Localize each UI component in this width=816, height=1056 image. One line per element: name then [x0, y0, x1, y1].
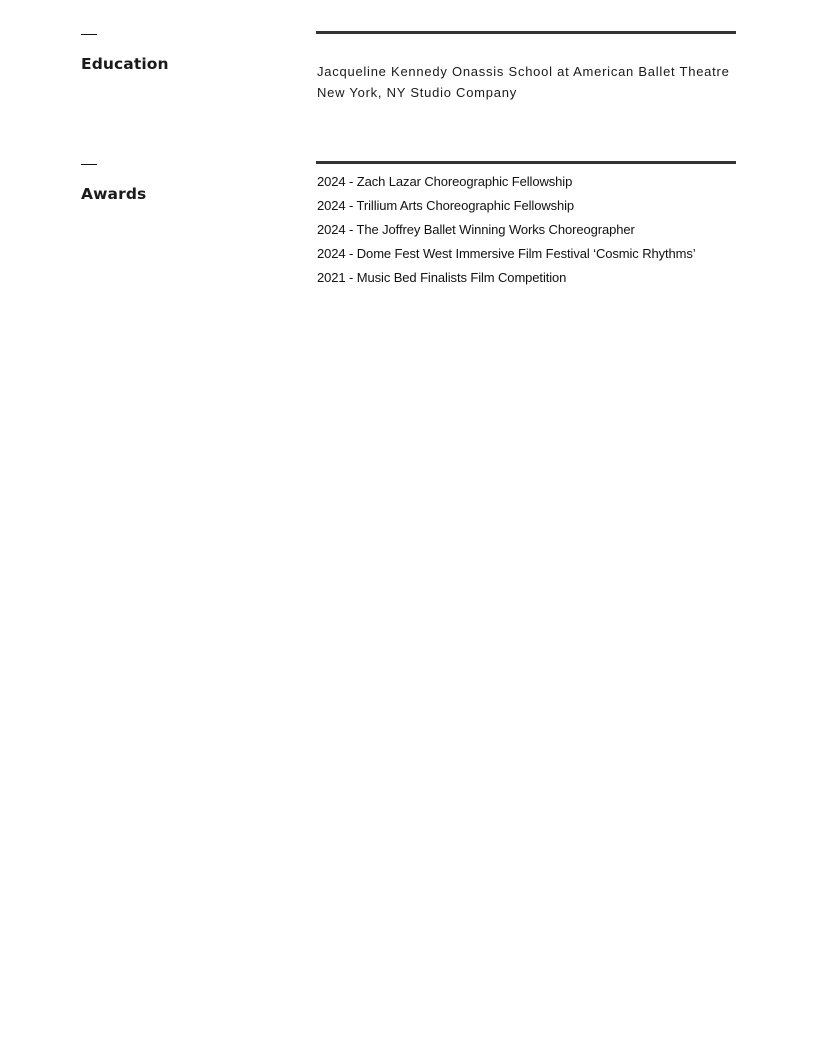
education-details [317, 61, 730, 103]
section-rule [316, 31, 736, 34]
section-dash [81, 34, 97, 35]
award-item: 2024 - Trillium Arts Choreographic Fellowship [317, 198, 575, 213]
award-item: 2024 - The Joffrey Ballet Winning Works Choreographer [317, 222, 635, 237]
award-item: 2024 - Dome Fest West Immersive Film Festival ‘Cosmic Rhythms’ [317, 246, 696, 261]
awards-list [317, 170, 696, 290]
award-item: 2021 - Music Bed Finalists Film Competition [317, 270, 567, 285]
award-item: 2024 - Zach Lazar Choreographic Fellowship [317, 174, 573, 189]
awards-heading: Awards [81, 185, 147, 203]
education-location: New York, NY Studio Company [317, 85, 517, 100]
education-heading: Education [81, 55, 169, 73]
education-school: Jacqueline Kennedy Onassis School at American Ballet Theatre [317, 64, 730, 79]
section-dash [81, 164, 97, 165]
section-rule [316, 161, 736, 164]
